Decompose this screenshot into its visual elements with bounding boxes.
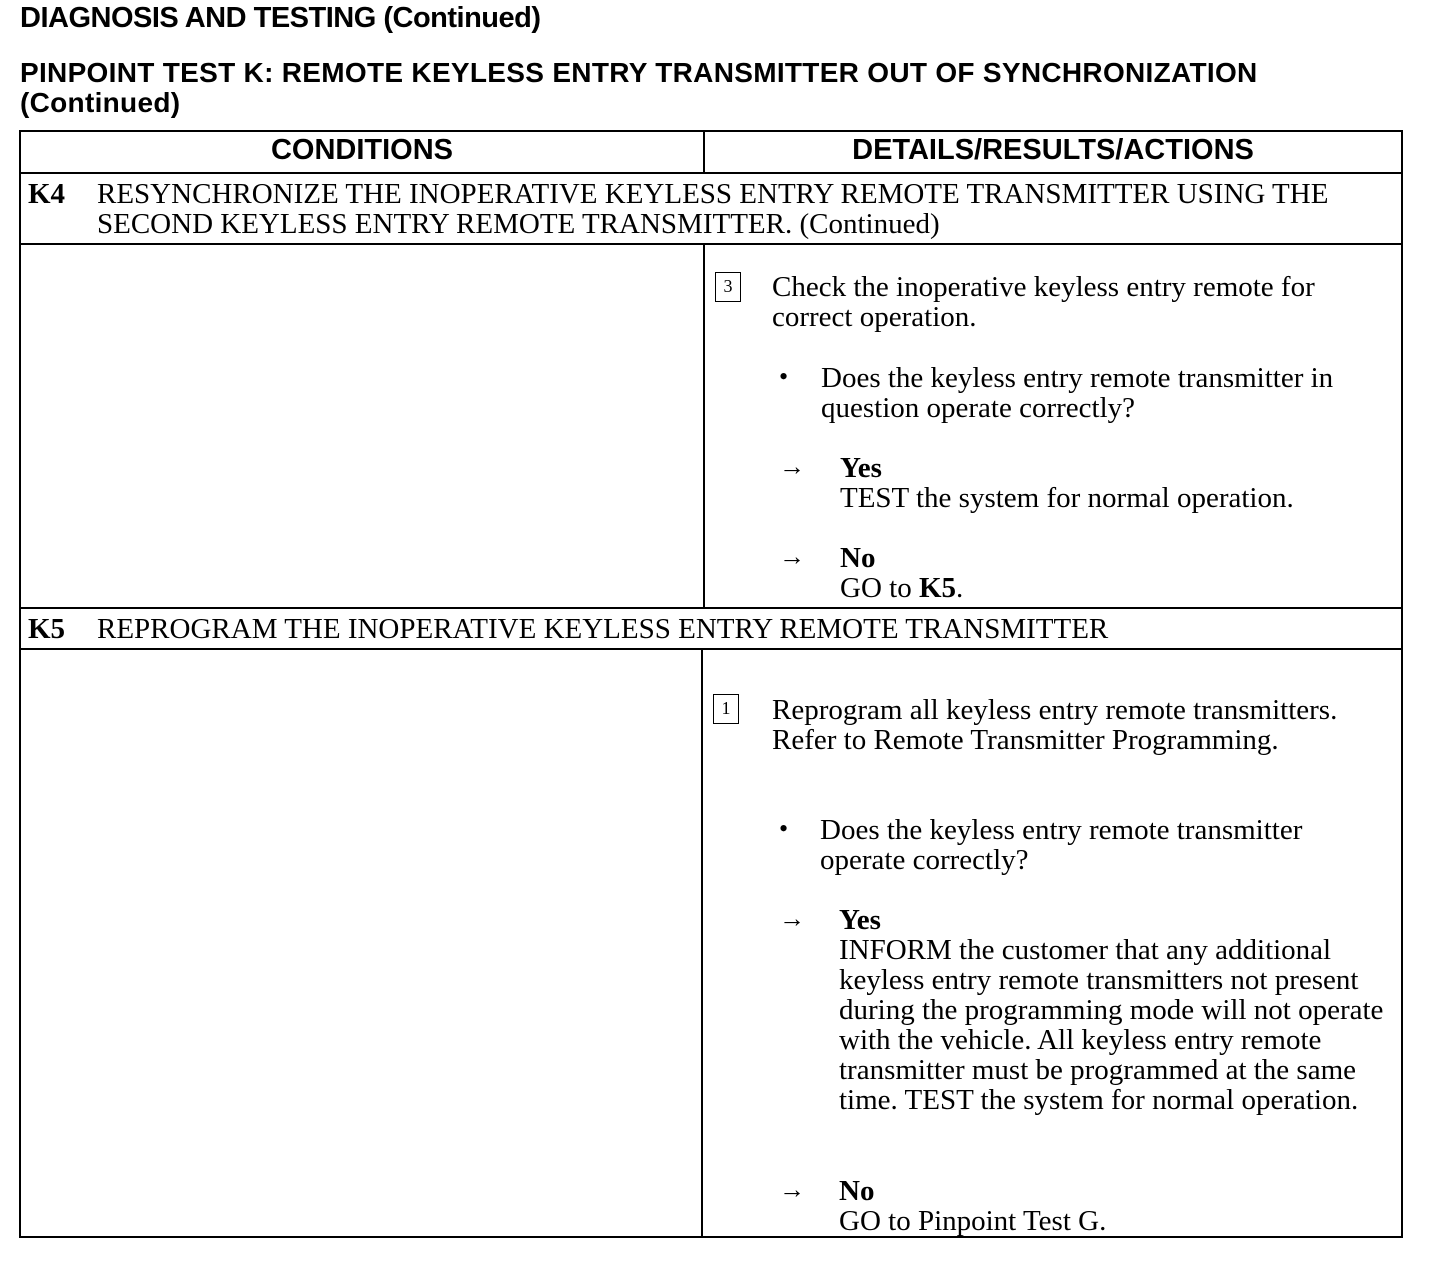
k4-yes-label: Yes <box>840 452 882 484</box>
row-divider <box>21 243 1401 245</box>
arrow-right-icon: → <box>779 1175 805 1204</box>
k5-yes-label: Yes <box>839 904 881 936</box>
step-k4-header <box>21 179 1401 243</box>
header-divider <box>703 132 705 174</box>
step-k5-title: REPROGRAM THE INOPERATIVE KEYLESS ENTRY REMOTE TRANSMITTER <box>97 613 1109 645</box>
step-k4-title: RESYNCHRONIZE THE INOPERATIVE KEYLESS ENTRY REMOTE TRANSMITTER USING THE SECOND KEYLESS ENTRY REMOTE TRANSMITTER. (Continued) <box>97 178 1329 240</box>
row-divider <box>21 172 1401 174</box>
row-divider <box>21 607 1401 609</box>
k5-question: Does the keyless entry remote transmitter operate correctly? <box>820 814 1303 876</box>
arrow-right-icon: → <box>779 904 805 933</box>
conditions-column-header: CONDITIONS <box>270 134 454 166</box>
bullet-icon: • <box>779 814 789 843</box>
step-k5-header <box>21 614 1401 648</box>
step-number-box: 1 <box>713 694 739 724</box>
row-divider <box>21 648 1401 650</box>
page-title: DIAGNOSIS AND TESTING (Continued) <box>20 2 541 34</box>
pinpoint-test-title: PINPOINT TEST K: REMOTE KEYLESS ENTRY TRANSMITTER OUT OF SYNCHRONIZATION (Continued) <box>20 57 1258 118</box>
step-number-box: 3 <box>715 272 741 302</box>
step-k5-id: K5 <box>28 613 66 645</box>
k5-no-label: No <box>839 1175 875 1207</box>
k4-step-instruction: Check the inoperative keyless entry remote for correct operation. <box>772 271 1315 333</box>
pinpoint-test-table <box>19 130 1403 1238</box>
k5-reference: K5 <box>918 572 957 604</box>
step-k4-id: K4 <box>28 178 66 210</box>
k4-yes-action: TEST the system for normal operation. <box>840 482 1294 514</box>
k4-no-action: GO to K5. <box>840 572 964 604</box>
column-divider <box>703 245 705 609</box>
column-divider <box>701 650 703 1236</box>
k5-yes-action: INFORM the customer that any additional keyless entry remote transmitters not present during the programming mode will not operate with the vehicle. All keyless entry remote transmitter must be programmed at the same time. TEST the system for normal operation. <box>839 934 1384 1116</box>
k4-no-label: No <box>840 542 876 574</box>
details-column-header: DETAILS/RESULTS/ACTIONS <box>852 134 1254 166</box>
arrow-right-icon: → <box>779 452 805 481</box>
bullet-icon: • <box>779 362 789 391</box>
k5-step-instruction: Reprogram all keyless entry remote transmitters. Refer to Remote Transmitter Programming. <box>772 694 1338 756</box>
k5-no-action: GO to Pinpoint Test G. <box>839 1205 1107 1237</box>
arrow-right-icon: → <box>779 542 805 571</box>
k4-question: Does the keyless entry remote transmitter in question operate correctly? <box>821 362 1334 424</box>
